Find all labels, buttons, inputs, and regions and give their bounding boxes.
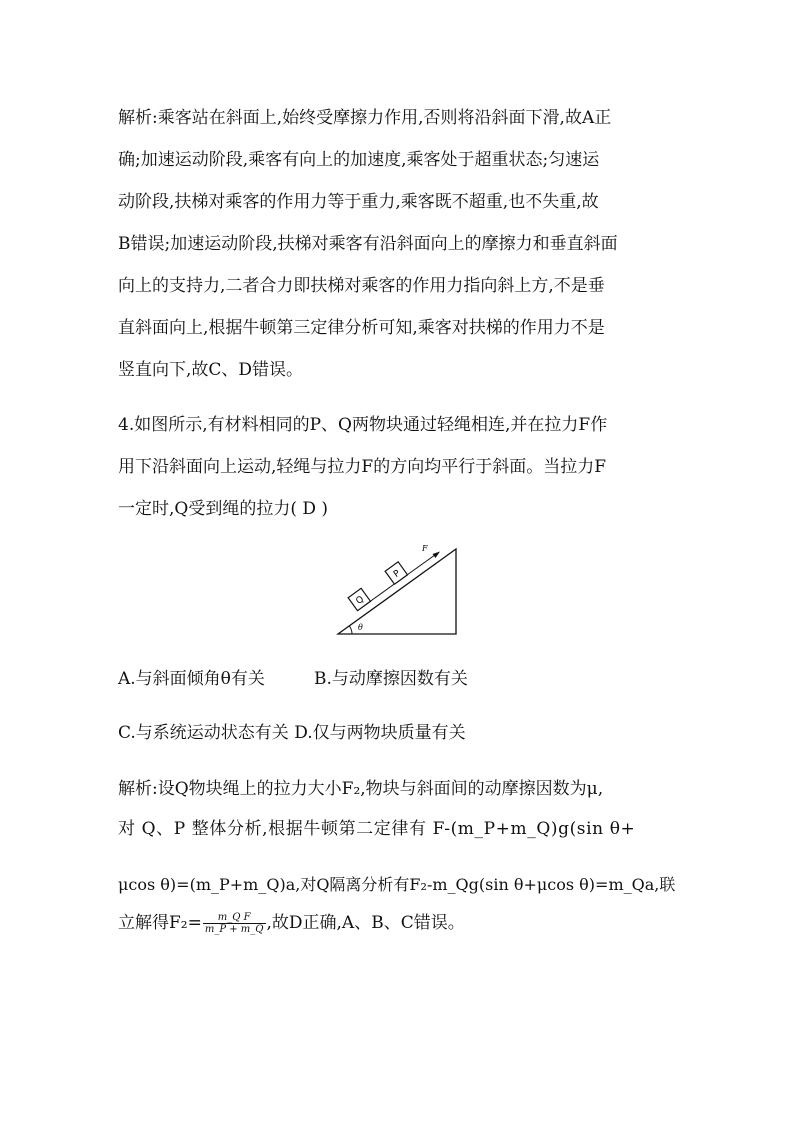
text-line: 动阶段,扶梯对乘客的作用力等于重力,乘客既不超重,也不失重,故 — [118, 192, 599, 212]
text-line: 一定时,Q受到绳的拉力( D ) — [118, 499, 329, 519]
angle-label: θ — [358, 623, 363, 632]
solution-2-line: 解析:设Q物块绳上的拉力大小F₂,物块与斜面间的动摩擦因数为μ, — [118, 779, 604, 799]
fraction — [203, 912, 266, 935]
fraction-numerator: m_Q F — [203, 912, 266, 924]
block-q-label: Q — [354, 594, 366, 607]
text-line: B错误;加速运动阶段,扶梯对乘客有沿斜面向上的摩擦力和垂直斜面 — [118, 234, 618, 254]
fraction-denominator: m_P + m_Q — [204, 924, 264, 935]
force-arrow — [407, 554, 437, 576]
force-label: F — [422, 544, 428, 553]
text-line: 直斜面向上,根据牛顿第三定律分析可知,乘客对扶梯的作用力不是 — [118, 318, 605, 338]
solution-2-final-line — [118, 908, 465, 938]
text-line: 4.如图所示,有材料相同的P、Q两物块通过轻绳相连,并在拉力F作 — [118, 415, 608, 435]
block-p — [385, 562, 407, 584]
text-line: 用下沿斜面向上运动,轻绳与拉力F的方向均平行于斜面。当拉力F — [118, 457, 606, 477]
question-4-stem — [118, 410, 698, 524]
solution-2-line: 对 Q、P 整体分析,根据牛顿第二定律有 F-(m_P+m_Q)g(sin θ+ — [118, 819, 636, 839]
incline-triangle — [338, 549, 456, 634]
text-fragment: 立解得F₂= — [118, 913, 202, 933]
text-line: 确;加速运动阶段,乘客有向上的加速度,乘客处于超重状态;匀速运 — [118, 150, 600, 170]
solution-paragraph-1 — [118, 103, 698, 385]
block-p-label: P — [392, 568, 403, 580]
text-line: 解析:乘客站在斜面上,始终受摩擦力作用,否则将沿斜面下滑,故A正 — [118, 108, 612, 128]
rope — [370, 584, 395, 602]
option-a: A.与斜面倾角θ有关 — [118, 669, 265, 689]
option-c-d: C.与系统运动状态有关 D.仅与两物块质量有关 — [118, 723, 466, 743]
block-q — [348, 588, 370, 610]
angle-arc — [349, 626, 352, 634]
arrow-head — [433, 552, 441, 559]
text-line: 向上的支持力,二者合力即扶梯对乘客的作用力指向斜上方,不是垂 — [118, 276, 605, 296]
solution-2-line: μcos θ)=(m_P+m_Q)a,对Q隔离分析有F₂-m_Qg(sin θ+μcos θ)=m_Qa,联 — [118, 875, 676, 894]
text-fragment: ,故D正确,A、B、C错误。 — [266, 913, 465, 933]
incline-figure — [334, 541, 464, 641]
option-b: B.与动摩擦因数有关 — [314, 669, 468, 689]
text-line: 竖直向下,故C、D错误。 — [118, 360, 304, 380]
